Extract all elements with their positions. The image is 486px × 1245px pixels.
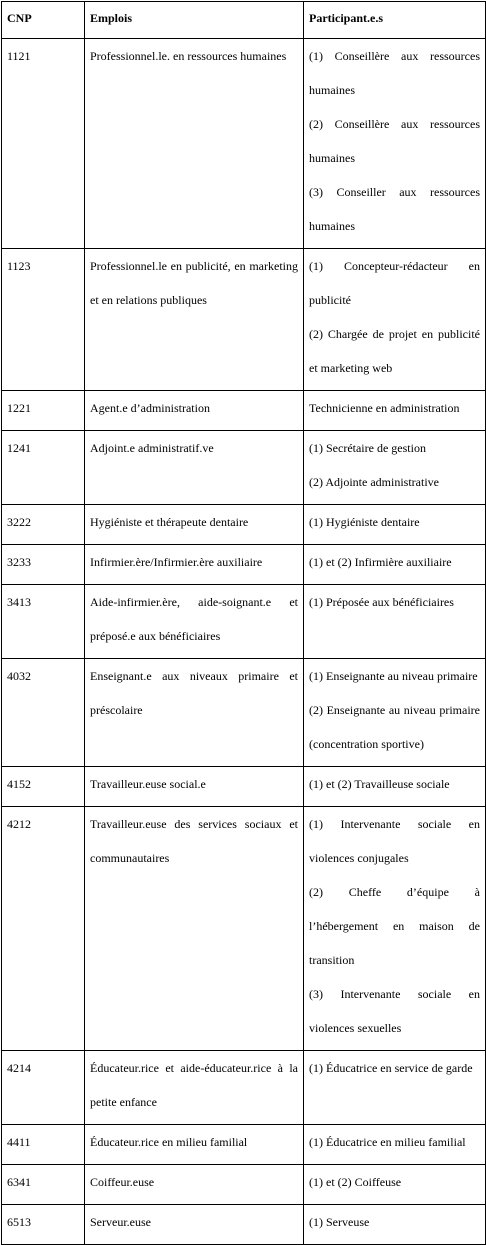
job-title-text: Hygiéniste et thérapeute dentaire [90, 515, 249, 529]
cnp-code-cell: 6513 [2, 1205, 85, 1245]
job-title-text: Aide-infirmier.ère, aide-soignant.e et préposé.e aux bénéficiaires [90, 595, 298, 643]
cnp-code-cell: 6341 [2, 1165, 85, 1205]
participants-cell [304, 659, 486, 767]
table-row [2, 1165, 486, 1205]
cnp-code-cell: 3233 [2, 545, 85, 585]
job-title-text: Travailleur.euse social.e [90, 777, 206, 791]
cnp-code-cell: 1121 [2, 39, 85, 249]
cnp-code-cell: 1221 [2, 391, 85, 431]
participants-cell [304, 585, 486, 659]
table-row [2, 1205, 486, 1245]
participant-entry: (1) et (2) Infirmière auxiliaire [309, 555, 452, 569]
participant-entry: (3) Intervenante sociale en violences sexuelles [309, 987, 480, 1035]
participant-entry: (1) Secrétaire de gestion [309, 441, 426, 455]
table-row [2, 767, 486, 807]
cnp-code-cell: 3413 [2, 585, 85, 659]
table-row [2, 505, 486, 545]
cnp-code-cell: 4212 [2, 807, 85, 1051]
participant-entry: (1) Enseignante au niveau primaire [309, 669, 478, 683]
job-title-cell [85, 39, 304, 249]
job-title-cell [85, 545, 304, 585]
participant-entry: (1) Serveuse [309, 1215, 370, 1229]
cnp-employment-table [1, 1, 486, 1245]
participants-cell [304, 1205, 486, 1245]
participant-entry: (2) Adjointe administrative [309, 475, 439, 489]
cnp-code-cell: 4214 [2, 1051, 85, 1125]
table-row [2, 391, 486, 431]
participant-entry: (1) et (2) Travailleuse sociale [309, 777, 450, 791]
job-title-text: Serveur.euse [90, 1215, 151, 1229]
cnp-code-cell: 4411 [2, 1125, 85, 1165]
table-row [2, 1051, 486, 1125]
participant-entry: Technicienne en administration [309, 401, 460, 415]
participants-cell [304, 249, 486, 391]
job-title-text: Agent.e d’administration [90, 401, 210, 415]
job-title-text: Adjoint.e administratif.ve [90, 441, 214, 455]
participant-entry: (1) Hygiéniste dentaire [309, 515, 420, 529]
job-title-cell [85, 767, 304, 807]
table-row [2, 39, 486, 249]
job-title-cell [85, 659, 304, 767]
participants-cell [304, 431, 486, 505]
job-title-text: Éducateur.rice en milieu familial [90, 1135, 248, 1149]
participants-cell [304, 767, 486, 807]
participant-entry: (3) Conseiller aux ressources humaines [309, 185, 480, 233]
job-title-text: Professionnel.le en publicité, en marketing et en relations publiques [90, 259, 298, 307]
job-title-cell [85, 391, 304, 431]
table-row [2, 545, 486, 585]
participant-entry: (1) Éducatrice en milieu familial [309, 1135, 466, 1149]
job-title-text: Infirmier.ère/Infirmier.ère auxiliaire [90, 555, 263, 569]
job-title-cell [85, 807, 304, 1051]
participant-entry: (1) et (2) Coiffeuse [309, 1175, 402, 1189]
cnp-code-cell: 4032 [2, 659, 85, 767]
header-emplois: Emplois [85, 2, 304, 39]
table-row [2, 249, 486, 391]
table-row [2, 431, 486, 505]
job-title-cell [85, 505, 304, 545]
job-title-cell [85, 1125, 304, 1165]
table-row [2, 1125, 486, 1165]
header-row [2, 2, 486, 39]
header-participants: Participant.e.s [304, 2, 486, 39]
participants-cell [304, 1051, 486, 1125]
participant-entry: (2) Conseillère aux ressources humaines [309, 117, 480, 165]
table-row [2, 659, 486, 767]
participants-cell [304, 39, 486, 249]
job-title-cell [85, 1051, 304, 1125]
job-title-text: Professionnel.le. en ressources humaines [90, 49, 287, 63]
job-title-cell [85, 431, 304, 505]
cnp-code-cell: 4152 [2, 767, 85, 807]
job-title-text: Travailleur.euse des services sociaux et communautaires [90, 817, 298, 865]
cnp-code-cell: 1123 [2, 249, 85, 391]
participant-entry: (1) Préposée aux bénéficiaires [309, 595, 454, 609]
participant-entry: (2) Chargée de projet en publicité et marketing web [309, 327, 480, 375]
table-row [2, 807, 486, 1051]
participant-entry: (2) Cheffe d’équipe à l’hébergement en maison de transition [309, 885, 480, 967]
table-body [2, 39, 486, 1245]
cnp-code-cell: 3222 [2, 505, 85, 545]
participants-cell [304, 1125, 486, 1165]
job-title-text: Coiffeur.euse [90, 1175, 155, 1189]
cnp-code-cell: 1241 [2, 431, 85, 505]
participants-cell [304, 545, 486, 585]
participant-entry: (2) Enseignante au niveau primaire (concentration sportive) [309, 703, 480, 751]
participants-cell [304, 807, 486, 1051]
job-title-cell [85, 1165, 304, 1205]
table-row [2, 585, 486, 659]
participants-cell [304, 1165, 486, 1205]
job-title-text: Enseignant.e aux niveaux primaire et préscolaire [90, 669, 298, 717]
participant-entry: (1) Conseillère aux ressources humaines [309, 49, 480, 97]
participant-entry: (1) Concepteur-rédacteur en publicité [309, 259, 480, 307]
job-title-cell [85, 1205, 304, 1245]
participant-entry: (1) Éducatrice en service de garde [309, 1061, 473, 1075]
participants-cell [304, 391, 486, 431]
header-cnp: CNP [2, 2, 85, 39]
job-title-text: Éducateur.rice et aide-éducateur.rice à la petite enfance [90, 1061, 298, 1109]
participants-cell [304, 505, 486, 545]
job-title-cell [85, 585, 304, 659]
participant-entry: (1) Intervenante sociale en violences conjugales [309, 817, 480, 865]
job-title-cell [85, 249, 304, 391]
